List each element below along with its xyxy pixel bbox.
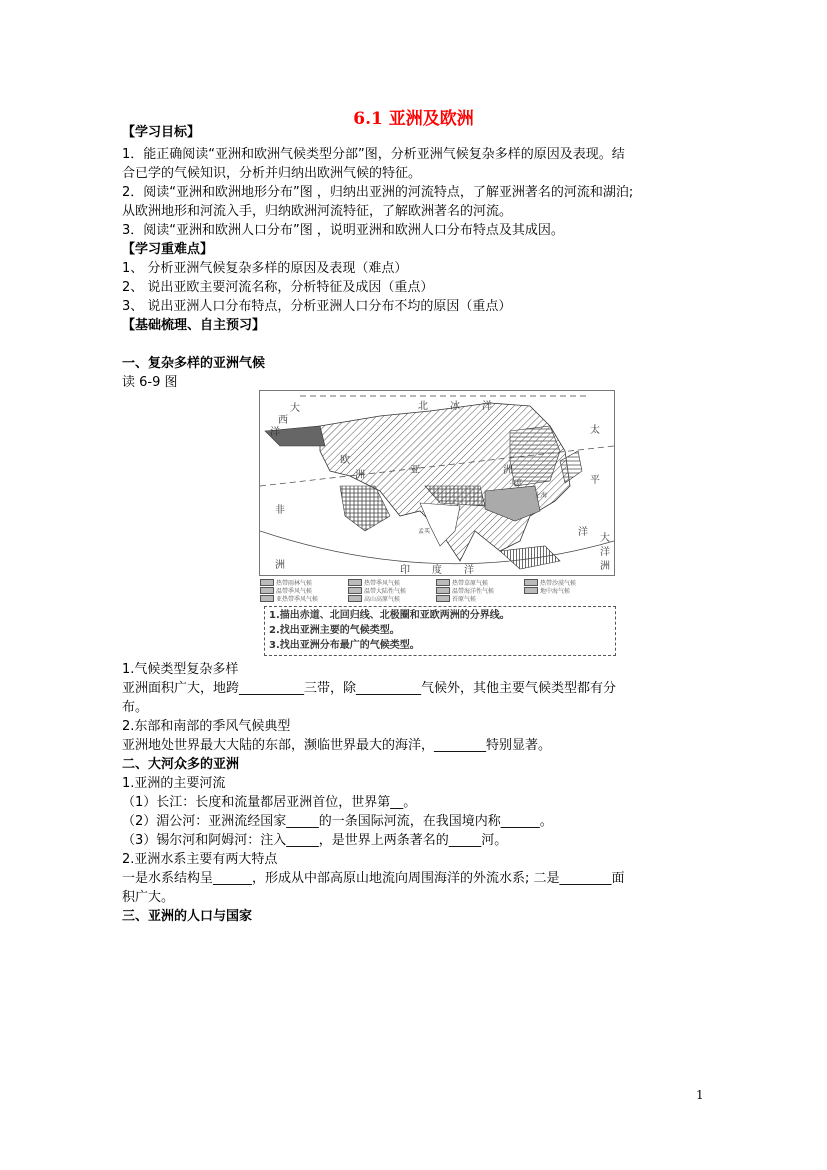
legend-item: [436, 586, 520, 594]
legend-label: 热带沙漠气候: [540, 579, 577, 587]
map-label-europe: 洲: [355, 470, 365, 481]
legend-label: 热带季风气候: [364, 579, 401, 587]
map-label-asia: 洲: [503, 465, 513, 476]
map-label-pacific: 太: [590, 425, 600, 436]
legend-label: 地中海气候: [540, 587, 571, 595]
map-label-europe: 欧: [340, 455, 350, 466]
figure-task: 2.找出亚洲主要的气候类型。: [269, 625, 400, 636]
section2-line: 积广大。: [122, 890, 175, 905]
legend-label: 温带季风气候: [276, 587, 313, 595]
section2-heading: 二、大河众多的亚洲: [122, 757, 240, 772]
legend-item: [436, 594, 520, 602]
map-label-oceania: 洲: [600, 561, 610, 572]
legend-label: 亚热带季风气候: [276, 595, 319, 603]
map-drawing: [260, 391, 614, 575]
indonesia-rainforest: [500, 546, 560, 569]
legend-swatch: [436, 595, 450, 602]
legend-label: 苔原气候: [452, 595, 477, 603]
map-city-shanghai: 上海: [535, 492, 548, 499]
map-label-africa: 洲: [275, 560, 285, 571]
map-label-arctic: 北: [418, 401, 428, 412]
map-label-pacific: 平: [590, 475, 600, 486]
section1-line: 亚洲地处世界最大大陆的东部，濒临世界最大的海洋，________特别显著。: [122, 738, 552, 753]
map-label-arctic: 洋: [482, 401, 492, 412]
preview-heading: 【基础梳理、自主预习】: [122, 318, 266, 333]
section1-heading: 一、复杂多样的亚洲气候: [122, 356, 266, 371]
objective-line: 1．能正确阅读“亚洲和欧洲气候类型分部”图，分析亚洲气候复杂多样的原因及表现。结: [122, 147, 625, 162]
legend-swatch: [524, 579, 538, 586]
legend-swatch: [524, 587, 538, 594]
map-city-beijing: 北京: [510, 479, 523, 486]
map-label-indian: 洋: [464, 565, 474, 576]
map-label-atlantic: 西: [278, 415, 288, 426]
page-number: 1: [696, 1088, 704, 1102]
section2-line: （2）湄公河：亚洲流经国家_____的一条国际河流，在我国境内称______。: [122, 814, 553, 829]
legend-item: [348, 594, 432, 602]
legend-swatch: [436, 579, 450, 586]
climate-map-figure: [242, 390, 616, 658]
legend-label: 高山高原气候: [364, 595, 401, 603]
figure-tasks-box: [264, 606, 616, 656]
legend-swatch: [348, 595, 362, 602]
page-title: 6.1 亚洲及欧洲: [353, 109, 474, 129]
objective-line: 从欧洲地形和河流入手，归纳欧洲河流特征，了解欧洲著名的河流。: [122, 204, 513, 219]
legend-label: 温带大陆性气候: [364, 587, 407, 595]
map-label-arctic: 冰: [450, 401, 460, 412]
map-label-oceania: 大: [600, 533, 610, 544]
map-label-oceania: 洋: [600, 547, 610, 558]
key-point-line: 2、 说出亚欧主要河流名称，分析特征及成因（重点）: [122, 280, 434, 295]
legend-item: [524, 586, 608, 594]
map-label-asia: 亚: [410, 465, 420, 476]
legend-item: [260, 594, 344, 602]
objectives-heading: 【学习目标】: [122, 125, 201, 140]
legend-label: 热带雨林气候: [276, 579, 313, 587]
section2-line: 2.亚洲水系主要有两大特点: [122, 852, 278, 867]
legend-swatch: [348, 579, 362, 586]
section1-line: 1.气候类型复杂多样: [122, 662, 239, 677]
legend-label: 热带草原气候: [452, 579, 489, 587]
objective-line: 合已学的气候知识，分析并归纳出欧洲气候的特征。: [122, 166, 422, 181]
read-figure-label: 读 6-9 图: [122, 375, 178, 390]
section2-line: 一是水系结构呈______，形成从中部高原山地流向周围海洋的外流水系; 二是________面: [122, 871, 625, 886]
section2-line: 1.亚洲的主要河流: [122, 776, 226, 791]
legend-swatch: [260, 579, 274, 586]
legend-swatch: [348, 587, 362, 594]
section2-line: （3）锡尔河和阿姆河：注入_____，是世界上两条著名的_____河。: [122, 833, 508, 848]
map-legend: [260, 578, 612, 602]
figure-task: 1.描出赤道、北回归线、北极圈和亚欧两洲的分界线。: [269, 610, 510, 621]
legend-swatch: [260, 587, 274, 594]
objective-line: 2．阅读“亚洲和欧洲地形分布”图 ，归纳出亚洲的河流特点，了解亚洲著名的河流和湖泊;: [122, 185, 634, 200]
map-label-indian: 度: [432, 565, 442, 576]
map-label-atlantic: 洋: [270, 427, 280, 438]
section2-line: （1）长江：长度和流量都居亚洲首位，世界第__。: [122, 795, 417, 810]
legend-swatch: [260, 595, 274, 602]
key-point-line: 3、 说出亚洲人口分布特点，分析亚洲人口分布不均的原因（重点）: [122, 299, 512, 314]
legend-swatch: [436, 587, 450, 594]
section1-line: 2.东部和南部的季风气候典型: [122, 719, 291, 734]
section1-line: 亚洲面积广大，地跨__________三带，除__________气候外，其他主要气候类型都有分: [122, 681, 617, 696]
section3-heading: 三、亚洲的人口与国家: [122, 909, 253, 924]
section1-line: 布。: [122, 700, 149, 715]
map-label-pacific: 洋: [578, 527, 588, 538]
map-label-indian: 印: [400, 565, 410, 576]
climate-map: [259, 390, 615, 576]
legend-label: 温带海洋性气候: [452, 587, 495, 595]
map-label-atlantic: 大: [290, 403, 300, 414]
key-points-heading: 【学习重难点】: [122, 242, 214, 257]
objective-line: 3．阅读“亚洲和欧洲人口分布”图 ，说明亚洲和欧洲人口分布特点及其成因。: [122, 223, 564, 238]
map-city-mumbai: 孟买: [418, 528, 431, 535]
map-label-africa: 非: [275, 505, 285, 516]
figure-task: 3.找出亚洲分布最广的气候类型。: [269, 640, 420, 651]
key-point-line: 1、 分析亚洲气候复杂多样的原因及表现（难点）: [122, 261, 408, 276]
